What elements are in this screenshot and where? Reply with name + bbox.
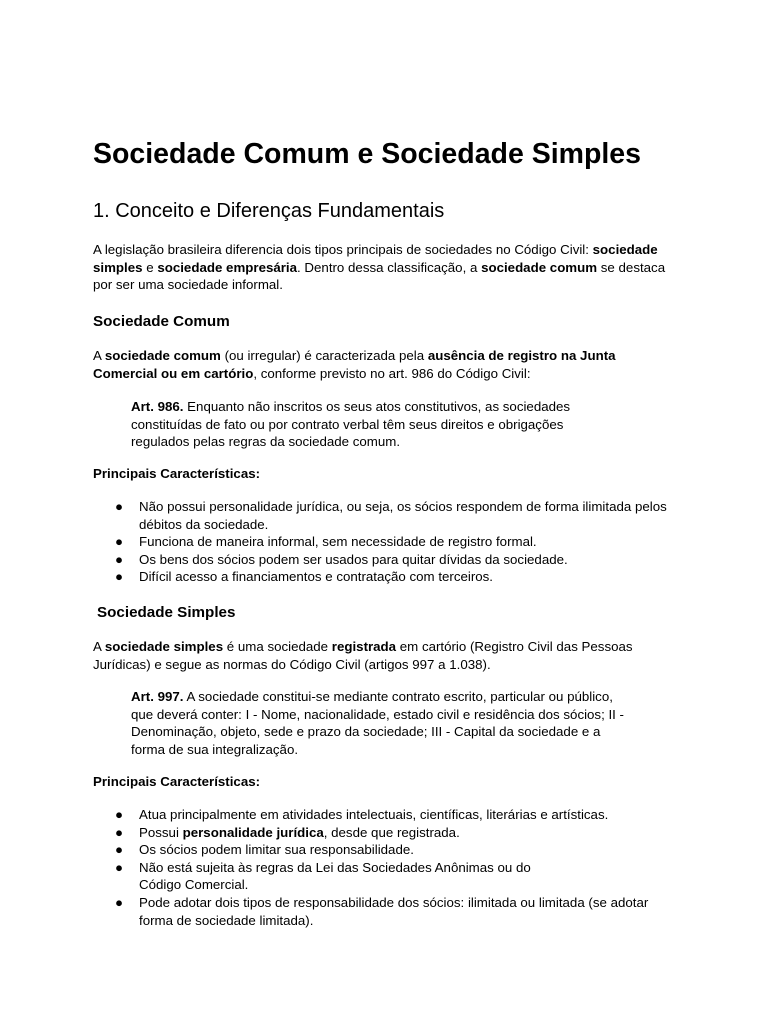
comum-features-list — [93, 498, 683, 586]
sociedade-comum-paragraph — [93, 347, 683, 382]
sociedade-comum-heading: Sociedade Comum — [93, 313, 230, 330]
list-item-text: Os bens dos sócios podem ser usados para quitar dívidas da sociedade. — [139, 551, 568, 567]
list-item-text: Difícil acesso a financiamentos e contratação com terceiros. — [139, 569, 494, 585]
bullet-icon: ● — [115, 824, 124, 840]
intro-bold-3: sociedade comum — [481, 259, 598, 275]
simples-text-3: em cartório (Registro Civil das Pessoas Jurídicas) e segue as normas do Código Civil (artigos 997 a 1.038). — [93, 639, 633, 672]
art-986-text: Enquanto não inscritos os seus atos constitutivos, as sociedades constituídas de fato ou por contrato verbal têm seus direitos e obrigações regulados pelas regras da sociedade comum. — [131, 399, 571, 450]
intro-text-1: A legislação brasileira diferencia dois tipos principais de sociedades no Código Civil: — [93, 242, 593, 257]
list-item-text: Os sócios podem limitar sua responsabilidade. — [139, 842, 414, 858]
intro-text-3: . Dentro dessa classificação, a — [297, 259, 482, 275]
sociedade-simples-heading: Sociedade Simples — [97, 604, 236, 621]
comum-features-label: Principais Características: — [93, 466, 261, 481]
list-item-text: , desde que registrada. — [323, 824, 460, 840]
art-997-text: A sociedade constitui-se mediante contrato escrito, particular ou público, que deverá conter: I - Nome, nacionalidade, estado civil e residência dos sócios; II - Denominação, objeto, sede e prazo da sociedade; III - Capital da sociedade e a forma de sua integralização. — [131, 689, 624, 757]
intro-text-4: se destaca por ser uma sociedade informal. — [93, 259, 666, 293]
intro-paragraph — [93, 241, 683, 294]
list-item — [93, 806, 683, 824]
list-item — [93, 533, 683, 551]
list-item — [93, 498, 683, 533]
list-item — [93, 568, 683, 586]
list-item-text: Não possui personalidade jurídica, ou seja, os sócios respondem de forma ilimitada pelos débitos da sociedade. — [139, 499, 667, 532]
sociedade-simples-paragraph — [93, 638, 683, 673]
comum-bold-1: sociedade comum — [104, 348, 221, 363]
comum-text-1: A — [93, 348, 105, 363]
intro-bold-1: sociedade simples — [93, 242, 658, 275]
bullet-icon: ● — [115, 499, 124, 514]
simples-text-2: é uma sociedade — [223, 639, 332, 654]
list-item — [93, 824, 683, 842]
list-item — [93, 894, 683, 929]
art-986-label: Art. 986. — [131, 399, 184, 414]
list-item — [93, 841, 683, 859]
bullet-icon: ● — [115, 569, 124, 585]
simples-bold-2: registrada — [331, 639, 397, 654]
art-997-quote — [131, 688, 626, 758]
section-1-heading: 1. Conceito e Diferenças Fundamentais — [93, 200, 445, 222]
bullet-icon: ● — [115, 534, 124, 550]
intro-text-2: e — [142, 259, 158, 275]
list-item — [93, 551, 683, 569]
list-item-text: Atua principalmente em atividades intelectuais, científicas, literárias e artísticas. — [139, 807, 609, 822]
bullet-icon: ● — [115, 859, 124, 875]
comum-text-3: , conforme previsto no art. 986 do Código Civil: — [253, 365, 531, 381]
document-title: Sociedade Comum e Sociedade Simples — [93, 138, 642, 170]
bullet-icon: ● — [115, 807, 124, 822]
list-item — [93, 859, 683, 894]
art-997-label: Art. 997. — [131, 689, 184, 704]
list-item-text: Funciona de maneira informal, sem necessidade de registro formal. — [139, 534, 537, 550]
art-986-quote — [131, 398, 611, 451]
list-item-text: Não está sujeita às regras da Lei das Sociedades Anônimas ou do Código Comercial. — [139, 859, 531, 893]
simples-features-label: Principais Características: — [93, 774, 261, 789]
intro-bold-2: sociedade empresária — [157, 259, 298, 275]
comum-bold-2: ausência de registro na Junta Comercial ou em cartório — [93, 348, 616, 381]
comum-text-2: (ou irregular) é caracterizada pela — [220, 348, 428, 363]
simples-features-list — [93, 806, 683, 929]
simples-text-1: A — [93, 639, 105, 654]
list-item-text: Pode adotar dois tipos de responsabilidade dos sócios: ilimitada ou limitada (se adotar forma de sociedade limitada). — [139, 894, 649, 928]
list-item-text: Possui — [139, 824, 183, 840]
bullet-icon: ● — [115, 842, 124, 858]
list-item-bold: personalidade jurídica — [182, 824, 324, 840]
bullet-icon: ● — [115, 551, 124, 567]
bullet-icon: ● — [115, 894, 124, 910]
simples-bold-1: sociedade simples — [104, 639, 224, 654]
